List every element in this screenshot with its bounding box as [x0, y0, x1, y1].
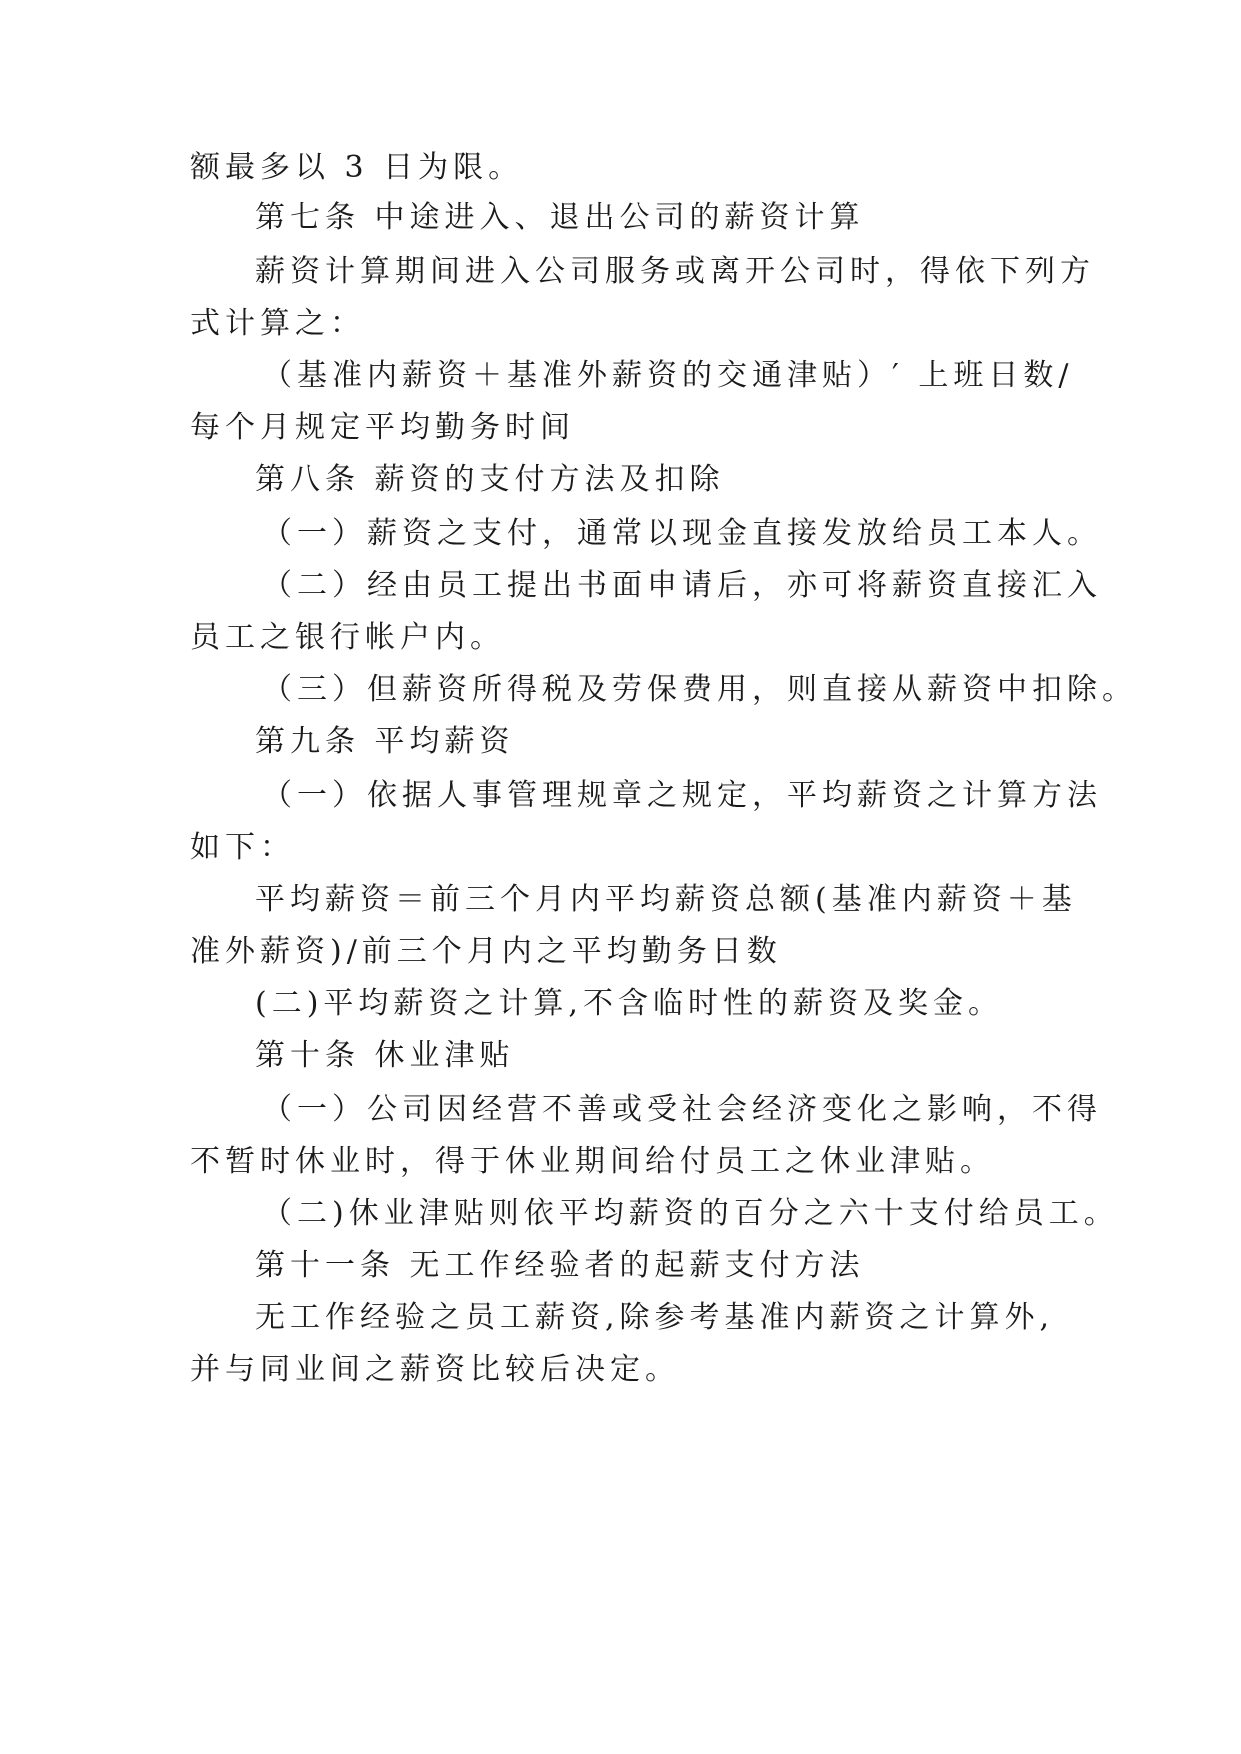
article-heading: 第九条 平均薪资 [255, 724, 515, 759]
list-item: （一）依据人事管理规章之规定，平均薪资之计算方法 [262, 778, 1102, 813]
text-line: 如下： [190, 830, 295, 865]
text-line: 额最多以 3 日为限。 [190, 150, 524, 185]
article-heading: 第七条 中途进入、退出公司的薪资计算 [255, 200, 865, 235]
list-item: （一）公司因经营不善或受社会经济变化之影响，不得 [262, 1092, 1102, 1127]
article-heading: 第十一条 无工作经验者的起薪支付方法 [255, 1248, 865, 1283]
article-heading: 第八条 薪资的支付方法及扣除 [255, 462, 725, 497]
text-line: 无工作经验之员工薪资,除参考基准内薪资之计算外, [255, 1300, 1055, 1335]
formula-line: 每个月规定平均勤务时间 [190, 410, 575, 445]
list-item: （一）薪资之支付，通常以现金直接发放给员工本人。 [262, 516, 1102, 551]
formula-line: 准外薪资)/前三个月内之平均勤务日数 [190, 934, 782, 969]
text-line: 员工之银行帐户内。 [190, 620, 505, 655]
article-heading: 第十条 休业津贴 [255, 1038, 515, 1073]
formula-line: （基准内薪资＋基准外薪资的交通津贴）′ 上班日数/ [262, 358, 1074, 393]
list-item: （三）但薪资所得税及劳保费用，则直接从薪资中扣除。 [262, 672, 1137, 707]
formula-line: 平均薪资＝前三个月内平均薪资总额(基准内薪资＋基 [255, 882, 1077, 917]
text-line: 薪资计算期间进入公司服务或离开公司时，得依下列方 [255, 254, 1095, 289]
text-line: 并与同业间之薪资比较后决定。 [190, 1352, 680, 1387]
list-item: (二)平均薪资之计算,不含临时性的薪资及奖金。 [255, 986, 1003, 1021]
list-item: （二)休业津贴则依平均薪资的百分之六十支付给员工。 [262, 1196, 1119, 1231]
text-line: 式计算之： [190, 306, 365, 341]
list-item: （二）经由员工提出书面申请后，亦可将薪资直接汇入 [262, 568, 1102, 603]
text-line: 不暂时休业时，得于休业期间给付员工之休业津贴。 [190, 1144, 995, 1179]
